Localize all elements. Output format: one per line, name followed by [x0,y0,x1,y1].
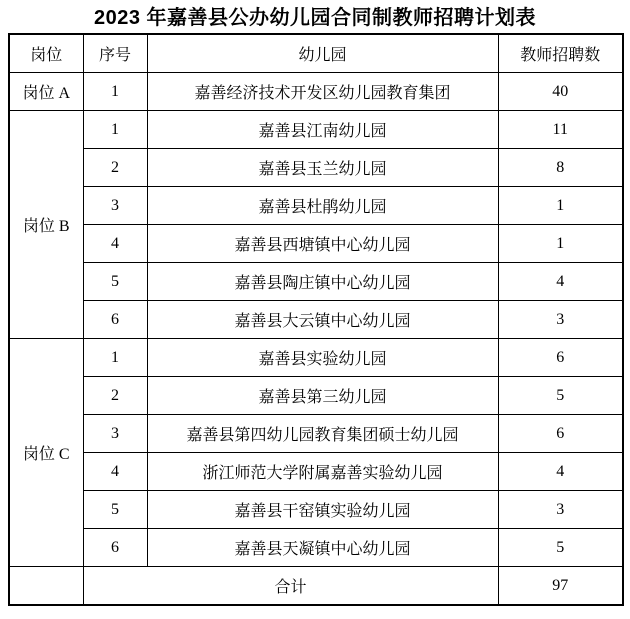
cell-serial: 1 [83,73,147,111]
header-row [9,34,623,73]
total-row [9,567,623,606]
table-row [9,529,623,567]
header-cell-kindergarten: 幼儿园 [147,34,498,73]
header-cell-position: 岗位 [9,34,83,73]
header-cell-recruit-count: 教师招聘数 [498,34,623,73]
cell-recruit-count: 3 [498,491,623,529]
cell-serial: 6 [83,529,147,567]
page-title: 2023 年嘉善县公办幼儿园合同制教师招聘计划表 [93,7,537,29]
cell-recruit-count: 6 [498,339,623,377]
recruitment-plan-table [8,33,624,606]
total-label-cell: 合计 [83,567,498,606]
cell-kindergarten-name: 嘉善县大云镇中心幼儿园 [147,301,498,339]
header-cell-serial: 序号 [83,34,147,73]
cell-kindergarten-name: 嘉善县玉兰幼儿园 [147,149,498,187]
cell-serial: 5 [83,263,147,301]
table-row [9,377,623,415]
cell-serial: 4 [83,453,147,491]
cell-serial: 3 [83,187,147,225]
table-row [9,263,623,301]
table-row [9,225,623,263]
cell-recruit-count: 40 [498,73,623,111]
cell-recruit-count: 3 [498,301,623,339]
cell-serial: 2 [83,377,147,415]
group-label-c: 岗位 C [9,339,83,567]
cell-recruit-count: 5 [498,377,623,415]
table-row [9,415,623,453]
cell-kindergarten-name: 嘉善县第三幼儿园 [147,377,498,415]
cell-serial: 3 [83,415,147,453]
cell-recruit-count: 11 [498,111,623,149]
table-row [9,187,623,225]
group-label-a: 岗位 A [9,73,83,111]
group-label-b: 岗位 B [9,111,83,339]
table-row [9,149,623,187]
total-empty-cell [9,567,83,606]
cell-serial: 4 [83,225,147,263]
cell-serial: 6 [83,301,147,339]
cell-kindergarten-name: 嘉善县实验幼儿园 [147,339,498,377]
cell-recruit-count: 4 [498,453,623,491]
table-row [9,111,623,149]
cell-kindergarten-name: 嘉善县陶庄镇中心幼儿园 [147,263,498,301]
cell-recruit-count: 6 [498,415,623,453]
cell-recruit-count: 8 [498,149,623,187]
cell-serial: 2 [83,149,147,187]
cell-kindergarten-name: 嘉善经济技术开发区幼儿园教育集团 [147,73,498,111]
table-row [9,73,623,111]
cell-kindergarten-name: 嘉善县第四幼儿园教育集团硕士幼儿园 [147,415,498,453]
cell-kindergarten-name: 嘉善县杜鹃幼儿园 [147,187,498,225]
table-row [9,339,623,377]
table-row [9,491,623,529]
cell-serial: 5 [83,491,147,529]
table-row [9,301,623,339]
cell-recruit-count: 1 [498,187,623,225]
cell-recruit-count: 4 [498,263,623,301]
cell-kindergarten-name: 嘉善县天凝镇中心幼儿园 [147,529,498,567]
table-row [9,453,623,491]
cell-kindergarten-name: 浙江师范大学附属嘉善实验幼儿园 [147,453,498,491]
cell-kindergarten-name: 嘉善县江南幼儿园 [147,111,498,149]
cell-recruit-count: 5 [498,529,623,567]
cell-serial: 1 [83,339,147,377]
cell-kindergarten-name: 嘉善县干窑镇实验幼儿园 [147,491,498,529]
total-value-cell: 97 [498,567,623,606]
cell-serial: 1 [83,111,147,149]
cell-recruit-count: 1 [498,225,623,263]
cell-kindergarten-name: 嘉善县西塘镇中心幼儿园 [147,225,498,263]
